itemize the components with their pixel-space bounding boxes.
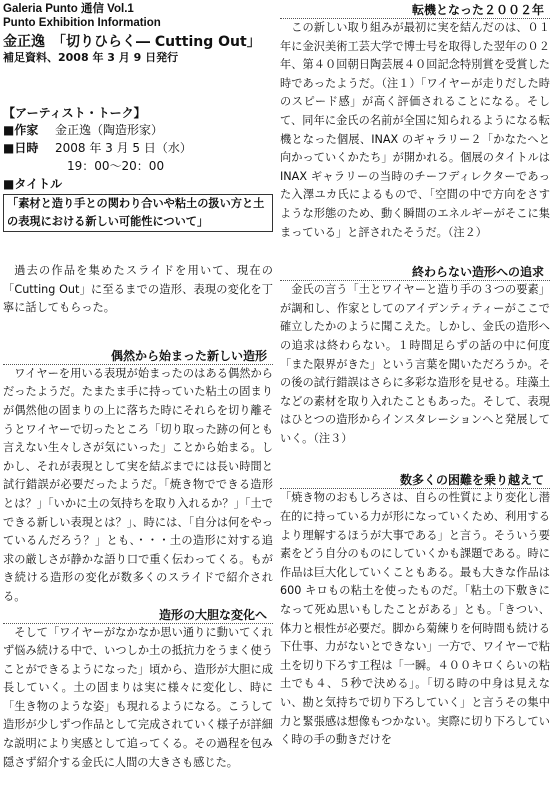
- section-heading: 数多くの困難を乗り越えて: [280, 472, 550, 489]
- publication-subtitle: Punto Exhibition Information: [3, 17, 161, 29]
- artist-label: ■作家: [3, 123, 39, 137]
- artist-value: 金正逸（陶造形家）: [55, 123, 164, 137]
- talk-info: [3, 121, 273, 175]
- time-value: 19：00～20：00: [67, 159, 165, 173]
- subject-label: ■タイトル: [3, 177, 63, 191]
- page-title: 金正逸 「切りひらく― Cutting Out」: [3, 34, 261, 50]
- section-paragraph: この新しい取り組みが最初に実を結んだのは、０１年に金沢美術工芸大学で博士号を取得した翌年の０２年、第４０回朝日陶芸展４０回記念特別賞を受賞した時であったようだ。（注１）「ワイヤーが走りだした時のスピード感」が高く評価されることになる。そして、同年に金氏の名前が全国に知られるようになる転機となった個展、INAX のギャラリー２「かなたへと向かっていくかたち」が開かれる。個展のタイトルは INAX ギャラリーの当時のチーフディレクターであった入澤ユカ氏によるもので、「空間の中で方向をさすような形態のため、動く瞬間のエネルギーがそこに集まっている」と評されたそうだ。（注２）: [280, 21, 550, 239]
- left-column: [3, 2, 273, 772]
- right-column: [280, 2, 550, 750]
- section-paragraph: そして「ワイヤーがなかなか思い通りに動いてくれず悩み続ける中で、いつしか土の抵抗力をうまく使うことができるようになった」頃から、造形が大胆に成長していく。土の固まりは実に様々に変化し、時に「生き物のような姿」も現れるようになる。こうして造形が少しずつ作品として完成されていく様子が詳細な説明により実感として追ってくる。その過程を包み隠さず紹介する金氏に人間の大きさも感じた。: [3, 625, 273, 769]
- section-paragraph: 金氏の言う「土とワイヤーと造り手の３つの要素」が調和し、作家としてのアイデンティティーがここで確立したかのように聞こえた。しかし、金氏の造形への追求は終わらない。１時間足らずの話の中に何度「また限界がきた」という言葉を聞いただろうか。その後の試行錯誤はさらに多彩な造形を見せる。珪藻土などの素材を取り入れたこともあった。そして、表現はひとつの造形からインスタレーションへと発展していく。（注３）: [280, 283, 550, 445]
- intro-paragraph: 過去の作品を集めたスライドを用いて、現在の「Cutting Out」に至るまでの造形、表現の変化を丁寧に話してもらった。: [3, 264, 273, 315]
- section-heading: 偶然から始まった新しい造形: [3, 348, 273, 365]
- section-heading: 転機となった２００２年: [280, 2, 550, 19]
- publication-name: Galeria Punto 通信 Vol.1: [3, 3, 134, 15]
- date-label: ■日時: [3, 141, 39, 155]
- supplement-date: 補足資料、2008 年 3 月 9 日発行: [3, 51, 179, 64]
- section-paragraph: ワイヤーを用いる表現が始まったのはある偶然からだったようだ。たまたま手に持っていた粘土の固まりが偶然他の固まりの上に落ちた時にそれらを切り離そうとワイヤーで切ったところ「切り取った跡の何とも言えない生々しさが気にいった」ことから始まる。しかし、それが表現として実を結ぶまでには長い時間と試行錯誤が必要だったようだ。「焼き物でできる造形とは？」「いかに土の気持ちを取り入れるか？」「土でできる新しい表現とは？」、時には、「自分は何をやっているんだろう？」とも、・・・土の造形に対する追求の厳しさが静かな語り口で重く伝わってくる。もがき続ける造形の変化が数多くのスライドで紹介される。: [3, 366, 273, 603]
- section-heading: 造形の大胆な変化へ: [3, 607, 273, 624]
- artist-row: [3, 121, 273, 139]
- date-row: [3, 139, 273, 157]
- subject-box: 「素材と造り手との関わり合いや粘土の扱い方と土の表現における新しい可能性について」: [3, 194, 273, 232]
- talk-heading: 【アーティスト・トーク】: [3, 106, 146, 120]
- section-paragraph: 「焼き物のおもしろさは、自らの性質により変化し潜在的に持っている力が形になっていくため、利用するより理解するほうが大事である」と言う。そういう要素をどう自分のものにしていくかも課題である。時に作品は巨大化していくこともある。最も大きな作品は 600 キロもの粘土を使ったものだ。「粘土の下敷きになって死ぬ思いもしたことがある」とも。「きつい、体力と根性が必要だ。脚から菊練りを何時間も続ける下仕事、力がないとできない」一方で、ワイヤーで粘土を切り下ろす工程は「一瞬。４００キロくらいの粘土でも４、５秒で決める」。「切る時の中身は見えない、勘と気持ちで切り下ろしていく」と言うその集中力と緊張感は想像もつかない。実際に切り下ろしていく時の手の動きだけを: [280, 491, 550, 747]
- date-value: 2008 年 3 月 5 日（水）: [55, 141, 192, 155]
- section-heading: 終わらない造形への追求: [280, 264, 550, 281]
